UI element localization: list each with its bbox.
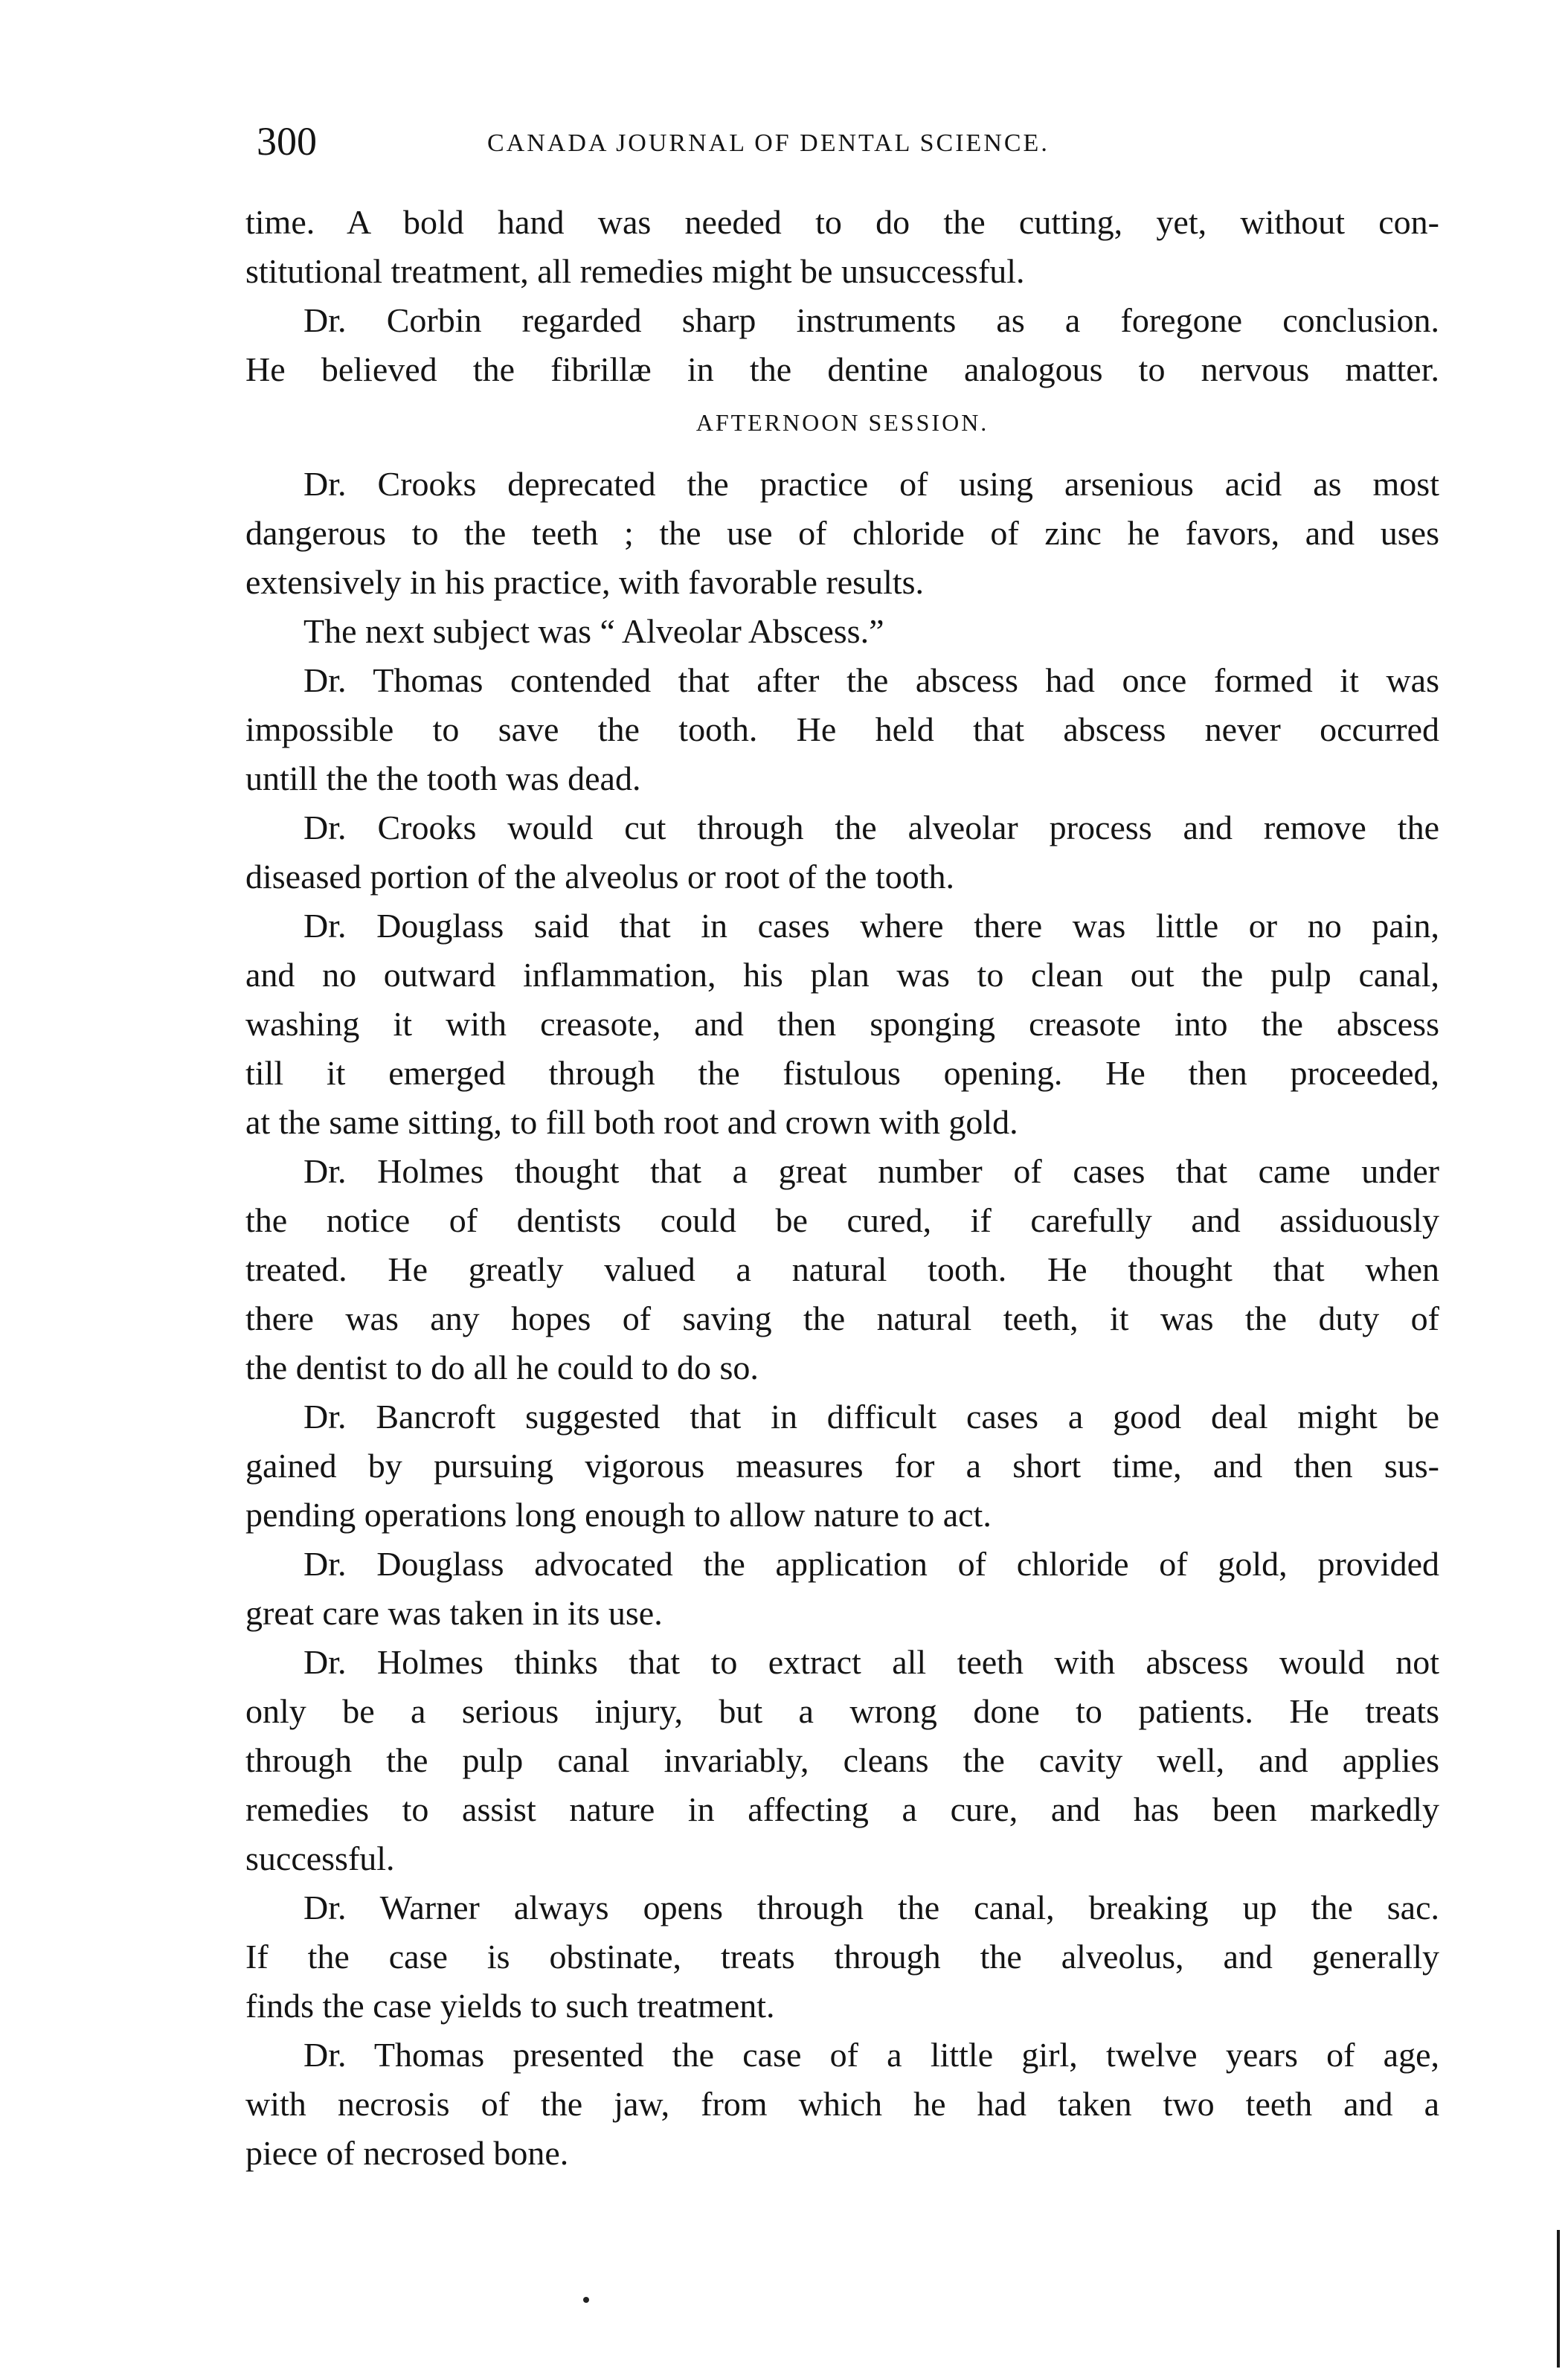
text-line: till it emerged through the fistulous opening. He then proceeded, [245, 1054, 1439, 1092]
paragraph-7 [245, 901, 1439, 1147]
text-line: Dr. Douglass said that in cases where there was little or no pain, [303, 907, 1439, 945]
text-line: dangerous to the teeth ; the use of chloride of zinc he favors, and uses [245, 514, 1439, 552]
page-number: 300 [257, 119, 317, 164]
text-line: Dr. Bancroft suggested that in difficult cases a good deal might be [303, 1398, 1439, 1436]
text-line: Dr. Warner always opens through the canal, breaking up the sac. [303, 1889, 1439, 1926]
text-line: Dr. Crooks deprecated the practice of using arsenious acid as most [303, 465, 1439, 503]
text-line: successful. [245, 1839, 395, 1877]
text-line: pending operations long enough to allow nature to act. [245, 1496, 992, 1534]
paragraph-2 [245, 296, 1439, 394]
paragraph-5 [245, 656, 1439, 803]
text-line: extensively in his practice, with favorable results. [245, 563, 925, 601]
paragraph-6 [245, 803, 1439, 901]
scan-edge-mark [1557, 2230, 1560, 2368]
text-line: If the case is obstinate, treats through the alveolus, and generally [245, 1938, 1439, 1976]
text-line: He believed the fibrillæ in the dentine analogous to nervous matter. [245, 350, 1439, 388]
paragraph-1 [245, 198, 1439, 296]
text-line: finds the case yields to such treatment. [245, 1987, 775, 2025]
text-line: impossible to save the tooth. He held that abscess never occurred [245, 710, 1439, 748]
text-line: great care was taken in its use. [245, 1594, 663, 1632]
text-line: washing it with creasote, and then sponging creasote into the abscess [245, 1005, 1439, 1043]
text-line: Dr. Crooks would cut through the alveolar process and remove the [303, 809, 1439, 846]
text-line: Dr. Holmes thinks that to extract all teeth with abscess would not [303, 1643, 1439, 1681]
paragraph-4 [245, 607, 1439, 656]
text-line: Dr. Thomas presented the case of a little girl, twelve years of age, [303, 2036, 1439, 2074]
paragraph-12 [245, 1883, 1439, 2031]
text-line: gained by pursuing vigorous measures for a short time, and then sus- [245, 1447, 1439, 1485]
section-heading: AFTERNOON SESSION. [695, 409, 989, 436]
paragraph-13 [245, 2031, 1439, 2178]
journal-title: CANADA JOURNAL OF DENTAL SCIENCE. [487, 129, 1050, 157]
paragraph-11 [245, 1638, 1439, 1883]
text-line: Dr. Corbin regarded sharp instruments as a foregone conclusion. [303, 301, 1439, 339]
paragraph-8 [245, 1147, 1439, 1392]
text-line: and no outward inflammation, his plan was to clean out the pulp canal, [245, 956, 1439, 994]
text-line: there was any hopes of saving the natural teeth, it was the duty of [245, 1299, 1439, 1337]
text-line: time. A bold hand was needed to do the cutting, yet, without con- [245, 203, 1439, 241]
text-line: Dr. Holmes thought that a great number of cases that came under [303, 1152, 1439, 1190]
text-line: treated. He greatly valued a natural tooth. He thought that when [245, 1250, 1439, 1288]
paragraph-10 [245, 1540, 1439, 1638]
text-line: Dr. Douglass advocated the application of chloride of gold, provided [303, 1545, 1439, 1583]
text-line: at the same sitting, to fill both root and crown with gold. [245, 1103, 1018, 1141]
text-line: the notice of dentists could be cured, if carefully and assiduously [245, 1201, 1439, 1239]
text-line: The next subject was “ Alveolar Abscess.” [303, 612, 884, 650]
paragraph-9 [245, 1392, 1439, 1540]
text-line: the dentist to do all he could to do so. [245, 1349, 759, 1386]
text-line: piece of necrosed bone. [245, 2134, 569, 2172]
text-line: Dr. Thomas contended that after the abscess had once formed it was [303, 661, 1439, 699]
paragraph-3 [245, 460, 1439, 607]
text-line: diseased portion of the alveolus or root of the tooth. [245, 858, 955, 896]
text-line: remedies to assist nature in affecting a cure, and has been markedly [245, 1790, 1439, 1828]
text-line: untill the the tooth was dead. [245, 759, 641, 797]
text-line: with necrosis of the jaw, from which he had taken two teeth and a [245, 2085, 1439, 2123]
article-body [245, 198, 1439, 2178]
running-head [257, 119, 1443, 164]
text-line: through the pulp canal invariably, cleans the cavity well, and applies [245, 1741, 1439, 1779]
text-line: stitutional treatment, all remedies might be unsuccessful. [245, 252, 1025, 290]
text-line: only be a serious injury, but a wrong done to patients. He treats [245, 1692, 1439, 1730]
ink-speck [583, 2297, 589, 2303]
